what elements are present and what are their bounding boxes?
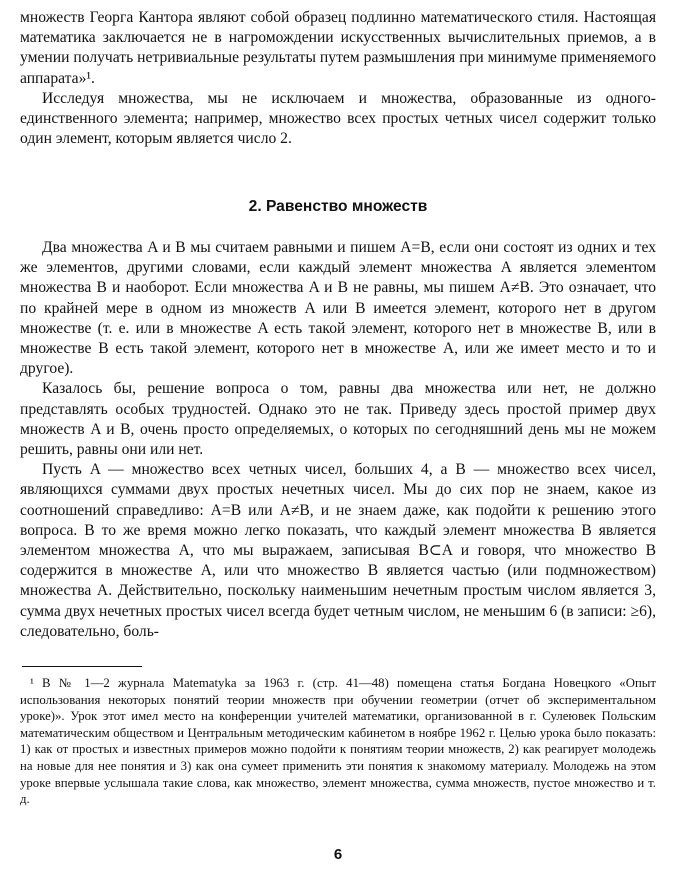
intro-text-block xyxy=(20,8,656,149)
footnote xyxy=(20,675,656,808)
paragraph: Два множества A и B мы считаем равными и пишем A=B, если они состоят из одних и тех же элементов, другими словами, если каждый элемент множества A является элементом множества B и наоборот. Если множества A и B не равны, мы пишем A≠B. Это означает, что по крайней мере в одном из множеств A или B имеется элемент, которого нет в другом множестве (т. е. или в множестве A есть такой элемент, которого нет в множестве B, или в множестве B есть такой элемент, которого нет в множестве A, или же имеет место и то и другое). xyxy=(20,239,656,378)
paragraph: Исследуя множества, мы не исключаем и множества, образованные из одного-единственного элемента; например, множество всех простых четных чисел содержит только один элемент, которым является число 2. xyxy=(20,89,656,148)
footnote-text: ¹ В № 1—2 журнала Matematyka за 1963 г. (стр. 41—48) помещена статья Богдана Новецкого «Опыт использования некоторых понятий теории множеств при обучении геометрии (отчет об экспериментальном уроке)». Урок этот имел место на конференции учителей математики, организованной в г. Сулеювек Польским математическим обществом и Центральным методическим кабинетом в ноябре 1962 г. Целью урока было показать: 1) как от простых и известных примеров можно подойти к понятиям теории множеств, 2) как реагирует молодежь на новые для нее понятия и 3) как она сумеет применить эти понятия к знакомому материалу. Молодежь на этом уроке впервые услышала такие слова, как множество, элемент множества, сумма множеств, пустое множество и т. д. xyxy=(20,676,656,807)
paragraph: Казалось бы, решение вопроса о том, равны два множества или нет, не должно представлять особых трудностей. Однако это не так. Приведу здесь простой пример двух множеств A и B, очень просто определяемых, о которых по сегодняшний день мы не можем решить, равны они или нет. xyxy=(20,380,656,459)
paragraph: множеств Георга Кантора являют собой образец подлинно математического стиля. Настоящая математика заключается не в нагромождении искусственных вычислительных приемов, а в умении получать нетривиальные результаты путем размышления при минимуме применяемого аппарата»¹. xyxy=(20,9,656,87)
section-heading: 2. Равенство множеств xyxy=(248,198,428,215)
page-number: 6 xyxy=(333,846,343,863)
paragraph: Пусть A — множество всех четных чисел, больших 4, а B — множество всех чисел, являющихся суммами двух простых нечетных чисел. Мы до сих пор не знаем, какое из соотношений справедливо: A=B или A≠B, и не знаем даже, как подойти к решению этого вопроса. В то же время можно легко показать, что каждый элемент множества B является элементом множества A, что мы выражаем, записывая B⊂A и говоря, что множество B содержится в множестве A, или что множество B является частью (или подмножеством) множества A. Действительно, поскольку наименьшим нечетным простым числом является 3, сумма двух нечетных простых чисел всегда будет четным числом, не меньшим 6 (в записи: ≥6), следовательно, боль- xyxy=(20,461,656,640)
section-text-block xyxy=(20,238,656,642)
footnote-divider xyxy=(22,666,142,667)
